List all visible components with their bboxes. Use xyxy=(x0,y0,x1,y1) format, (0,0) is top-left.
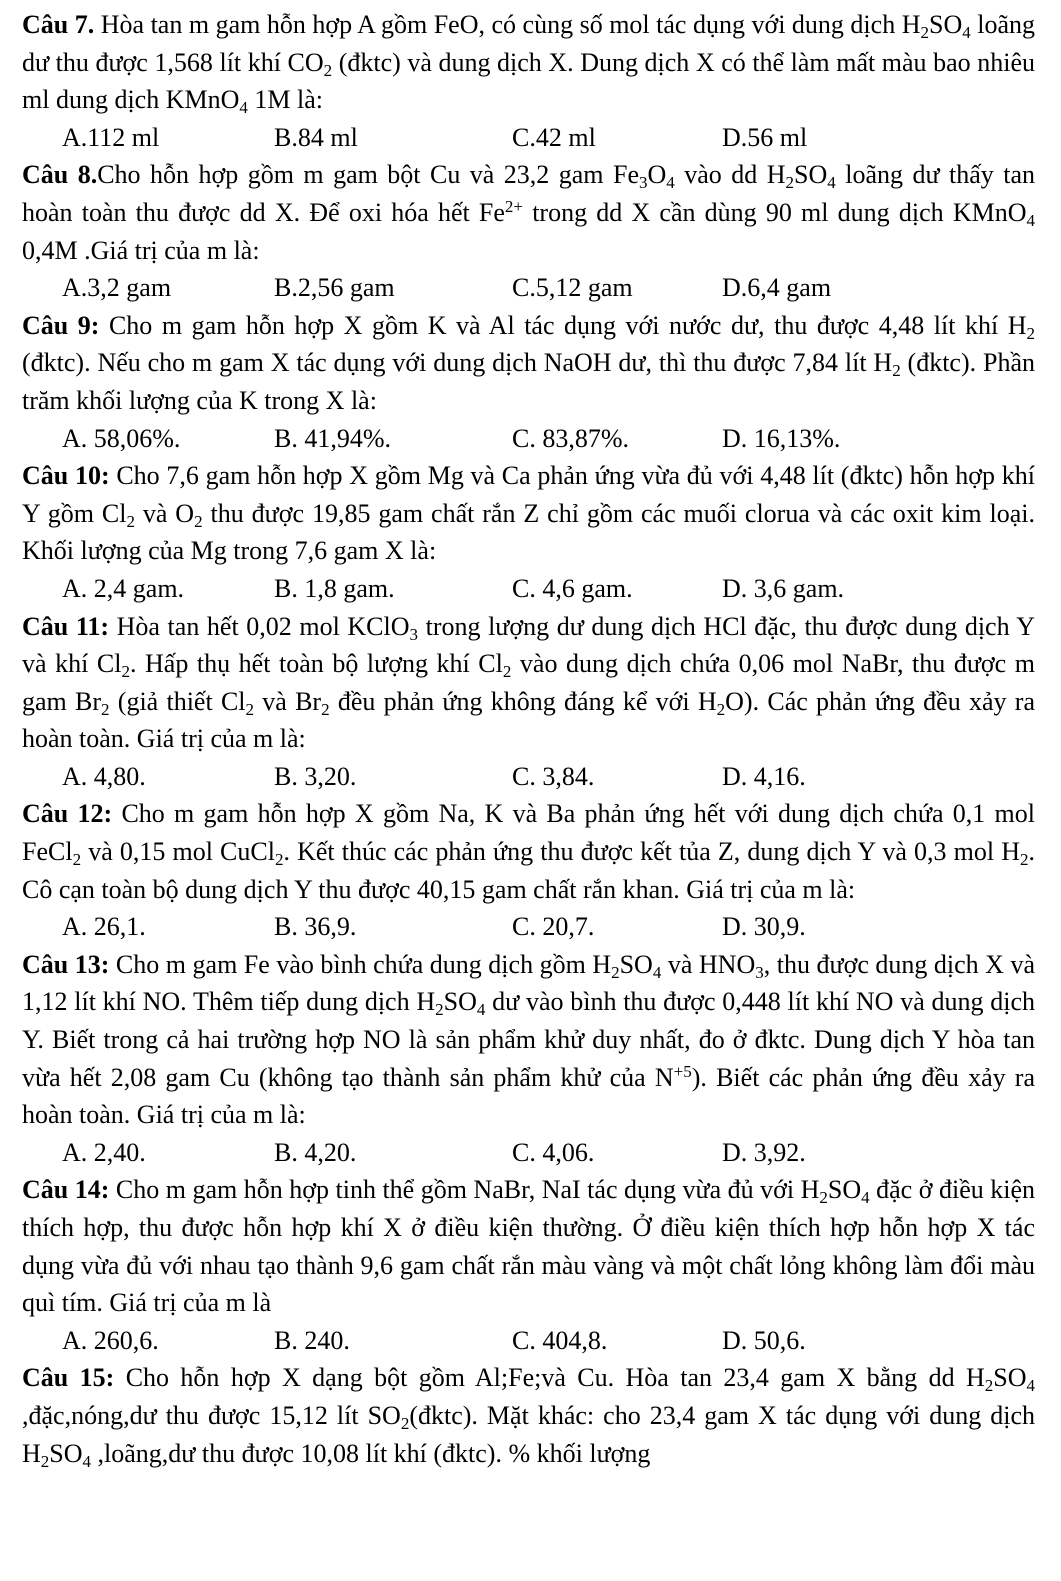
question-label: Câu 13: xyxy=(22,949,110,979)
question-label: Câu 11: xyxy=(22,611,110,641)
subscript: 2 xyxy=(1020,850,1029,870)
answer-option: C. 3,84. xyxy=(512,761,595,791)
text-run: SO xyxy=(827,1175,862,1205)
answer-option: A. 26,1. xyxy=(62,912,146,942)
subscript: 2 xyxy=(121,662,130,682)
text-run: SO xyxy=(993,1363,1027,1393)
subscript: 2 xyxy=(126,511,135,531)
answer-options xyxy=(62,758,1035,796)
question-text xyxy=(22,1171,1035,1321)
question-label: Câu 8. xyxy=(22,160,98,190)
answer-option: C. 83,87%. xyxy=(512,423,629,453)
answer-options xyxy=(62,420,1035,458)
question-label: Câu 15: xyxy=(22,1363,115,1393)
answer-option: A. 2,40. xyxy=(62,1137,146,1167)
text-run: SO xyxy=(619,949,653,979)
text-run: loãng dư thấy tan hoàn toàn thu được dd X. Để oxi hóa hết Fe xyxy=(22,160,1035,227)
text-run: SO xyxy=(794,160,828,190)
subscript: 4 xyxy=(861,1188,870,1208)
answer-option: D. 16,13%. xyxy=(722,423,841,453)
subscript: 2 xyxy=(892,361,901,381)
answer-option: C. 4,06. xyxy=(512,1137,595,1167)
question-text xyxy=(22,6,1035,119)
question-text xyxy=(22,1359,1035,1472)
text-run: Cho m gam hỗn hợp tinh thể gồm NaBr, NaI tác dụng vừa đủ với H xyxy=(109,1175,820,1205)
answer-option: D. 30,9. xyxy=(722,912,806,942)
subscript: 2 xyxy=(40,1451,50,1471)
answer-option: D. 3,92. xyxy=(722,1137,806,1167)
text-run: , thu được dung dịch X và 1,12 lít khí NO. Thêm tiếp dung dịch H xyxy=(22,949,1036,1017)
text-run: và Br xyxy=(254,686,322,716)
text-run: Cho m gam hỗn hợp X gồm K và Al tác dụng với nước dư, thu được 4,48 lít khí H xyxy=(99,310,1027,340)
text-run: vào dd H xyxy=(674,160,786,190)
subscript: 2 xyxy=(435,1000,444,1020)
question-text xyxy=(22,457,1035,570)
text-run: ). Biết các phản ứng đều xảy ra hoàn toàn. Giá trị của m là: xyxy=(22,1062,1035,1130)
text-run: trong lượng dư dung dịch HCl đặc, thu được dung dịch Y và khí Cl xyxy=(22,611,1035,679)
text-run: vào dung dịch chứa 0,06 mol NaBr, thu được m gam Br xyxy=(22,649,1035,716)
answer-options xyxy=(62,1322,1035,1360)
subscript: 3 xyxy=(639,173,648,193)
answer-option: A. 2,4 gam. xyxy=(62,573,185,603)
answer-option: C. 20,7. xyxy=(512,912,595,942)
subscript: 2 xyxy=(72,850,82,870)
answer-option: C. 4,6 gam. xyxy=(512,573,633,603)
answer-option: A.3,2 gam xyxy=(62,273,172,303)
text-run: thu được 19,85 gam chất rắn Z chỉ gồm các muối clorua và các oxit kim loại. Khối lượng của Mg trong 7,6 gam X là: xyxy=(22,498,1035,566)
subscript: 2 xyxy=(245,699,255,719)
answer-option: B.2,56 gam xyxy=(274,273,395,303)
text-run: ,loãng,dư thu được 10,08 lít khí (đktc). % khối lượng xyxy=(91,1438,651,1468)
text-run: O xyxy=(647,160,667,190)
text-run: và 0,15 mol CuCl xyxy=(81,837,275,867)
text-run: Cho hỗn hợp gồm m gam bột Cu và 23,2 gam Fe xyxy=(97,160,639,190)
question-block xyxy=(22,457,1035,607)
question-block xyxy=(22,795,1035,945)
subscript: 2 xyxy=(716,699,726,719)
subscript: 3 xyxy=(409,624,419,644)
subscript: 2 xyxy=(1026,323,1036,343)
answer-option: D.56 ml xyxy=(722,122,808,152)
subscript: 4 xyxy=(82,1451,92,1471)
answer-option: B. 3,20. xyxy=(274,761,357,791)
answer-option: A. 260,6. xyxy=(62,1325,159,1355)
subscript: 3 xyxy=(755,962,764,982)
question-text xyxy=(22,307,1035,420)
subscript: 2 xyxy=(400,1413,410,1433)
text-run: đặc ở điều kiện thích hợp, thu được hỗn hợp khí X ở điều kiện thường. Ở điều kiện thích hợp hỗn hợp X tác dụng vừa đủ với nhau tạo thành 9,6 gam chất rắn màu vàng và một chất lỏng không làm đổi màu quì tím. Giá trị của m là xyxy=(22,1175,1036,1318)
superscript: 2+ xyxy=(504,196,523,216)
question-block xyxy=(22,307,1035,457)
text-run: SO xyxy=(443,987,477,1017)
answer-options xyxy=(62,570,1035,608)
subscript: 4 xyxy=(827,173,836,193)
question-label: Câu 7. xyxy=(22,10,95,39)
text-run: và HNO xyxy=(661,949,756,979)
subscript: 2 xyxy=(274,850,284,870)
question-block xyxy=(22,1359,1035,1472)
text-run: (đktc). Phần trăm khối lượng của K trong X là: xyxy=(22,348,1035,415)
text-run: . Hấp thụ hết toàn bộ lượng khí Cl xyxy=(129,649,503,679)
answer-options xyxy=(62,908,1035,946)
subscript: 4 xyxy=(1026,210,1035,230)
text-run: (giả thiết Cl xyxy=(109,686,246,716)
text-run: O). Các phản ứng đều xảy ra hoàn toàn. Giá trị của m là: xyxy=(22,686,1035,754)
text-run: Hòa tan m gam hỗn hợp A gồm FeO, có cùng số mol tác dụng với dung dịch H xyxy=(94,10,921,39)
subscript: 2 xyxy=(984,1376,994,1396)
subscript: 2 xyxy=(611,962,620,982)
text-run: SO xyxy=(928,10,963,39)
text-run: Cho m gam hỗn hợp X gồm Na, K và Ba phản ứng hết với dung dịch chứa 0,1 mol FeCl xyxy=(22,799,1035,867)
text-run: và O xyxy=(134,498,195,528)
text-run: đều phản ứng không đáng kể với H xyxy=(329,686,717,716)
answer-options xyxy=(62,119,1035,157)
subscript: 4 xyxy=(962,23,971,42)
answer-option: B. 36,9. xyxy=(274,912,357,942)
text-run: Hòa tan hết 0,02 mol KClO xyxy=(109,611,410,641)
text-run: 0,4M .Giá trị của m là: xyxy=(22,235,260,265)
answer-option: D.6,4 gam xyxy=(722,273,832,303)
question-label: Câu 9: xyxy=(22,310,100,340)
text-run: . Cô cạn toàn bộ dung dịch Y thu được 40,15 gam chất rắn khan. Giá trị của m là: xyxy=(22,837,1035,904)
subscript: 2 xyxy=(101,699,110,719)
text-run: 1M là: xyxy=(247,85,323,115)
question-block xyxy=(22,156,1035,306)
question-block xyxy=(22,946,1035,1172)
subscript: 2 xyxy=(194,511,203,531)
answer-option: B. 240. xyxy=(274,1325,350,1355)
subscript: 4 xyxy=(1026,1376,1035,1396)
question-label: Câu 10: xyxy=(22,461,110,491)
subscript: 2 xyxy=(785,173,794,193)
answer-option: D. 4,16. xyxy=(722,761,806,791)
answer-option: A. 58,06%. xyxy=(62,423,181,453)
superscript: +5 xyxy=(673,1061,692,1081)
answer-option: D. 3,6 gam. xyxy=(722,573,845,603)
answer-option: C. 404,8. xyxy=(512,1325,608,1355)
text-run: (đktc). Mặt khác: cho 23,4 gam X tác dụng với dung dịch H xyxy=(22,1400,1036,1468)
text-run: ,đặc,nóng,dư thu được 15,12 lít SO xyxy=(22,1400,401,1430)
question-text xyxy=(22,795,1035,908)
answer-options xyxy=(62,269,1035,307)
answer-option: B. 1,8 gam. xyxy=(274,573,395,603)
answer-options xyxy=(62,1134,1035,1172)
text-run: Cho 7,6 gam hỗn hợp X gồm Mg và Ca phản ứng vừa đủ với 4,48 lít (đktc) hỗn hợp khí Y gồm Cl xyxy=(22,461,1035,528)
subscript: 2 xyxy=(323,60,333,80)
text-run: Cho m gam Fe vào bình chứa dung dịch gồm H xyxy=(109,949,612,979)
question-label: Câu 14: xyxy=(22,1175,110,1205)
question-block xyxy=(22,6,1035,156)
subscript: 4 xyxy=(239,98,248,118)
text-run: trong dd X cần dùng 90 ml dung dịch KMnO xyxy=(523,197,1027,227)
text-run: . Kết thúc các phản ứng thu được kết tủa Z, dung dịch Y và 0,3 mol H xyxy=(283,837,1020,867)
answer-option: B.84 ml xyxy=(274,122,358,152)
answer-option: C.42 ml xyxy=(512,122,596,152)
subscript: 4 xyxy=(666,173,675,193)
answer-option: A. 4,80. xyxy=(62,761,146,791)
answer-option: A.112 ml xyxy=(62,122,160,152)
question-block xyxy=(22,1171,1035,1359)
text-run: (đktc) và dung dịch X. Dung dịch X có thể làm mất màu bao nhiêu ml dung dịch KMnO xyxy=(22,47,1035,115)
answer-option: D. 50,6. xyxy=(722,1325,806,1355)
text-run: Cho hỗn hợp X dạng bột gồm Al;Fe;và Cu. Hòa tan 23,4 gam X bằng dd H xyxy=(114,1363,985,1393)
answer-option: B. 4,20. xyxy=(274,1137,357,1167)
question-text xyxy=(22,946,1035,1134)
subscript: 2 xyxy=(819,1188,828,1208)
question-text xyxy=(22,156,1035,269)
subscript: 2 xyxy=(920,23,929,42)
question-label: Câu 12: xyxy=(22,799,113,829)
question-block xyxy=(22,608,1035,796)
subscript: 4 xyxy=(652,962,662,982)
subscript: 2 xyxy=(321,699,330,719)
subscript: 2 xyxy=(502,662,512,682)
text-run: dư vào bình thu được 0,448 lít khí NO và dung dịch Y. Biết trong cả hai trường hợp NO là sản phẩm khử duy nhất, đo ở đktc. Dung dịch Y hòa tan vừa hết 2,08 gam Cu (không tạo thành sản phẩm khử của N xyxy=(22,987,1035,1092)
answer-option: B. 41,94%. xyxy=(274,423,391,453)
text-run: SO xyxy=(49,1438,83,1468)
answer-option: C.5,12 gam xyxy=(512,273,633,303)
subscript: 4 xyxy=(476,1000,486,1020)
text-run: loãng dư thu được 1,568 lít khí CO xyxy=(22,10,1036,77)
question-text xyxy=(22,608,1035,758)
text-run: (đktc). Nếu cho m gam X tác dụng với dung dịch NaOH dư, thì thu được 7,84 lít H xyxy=(22,348,893,378)
